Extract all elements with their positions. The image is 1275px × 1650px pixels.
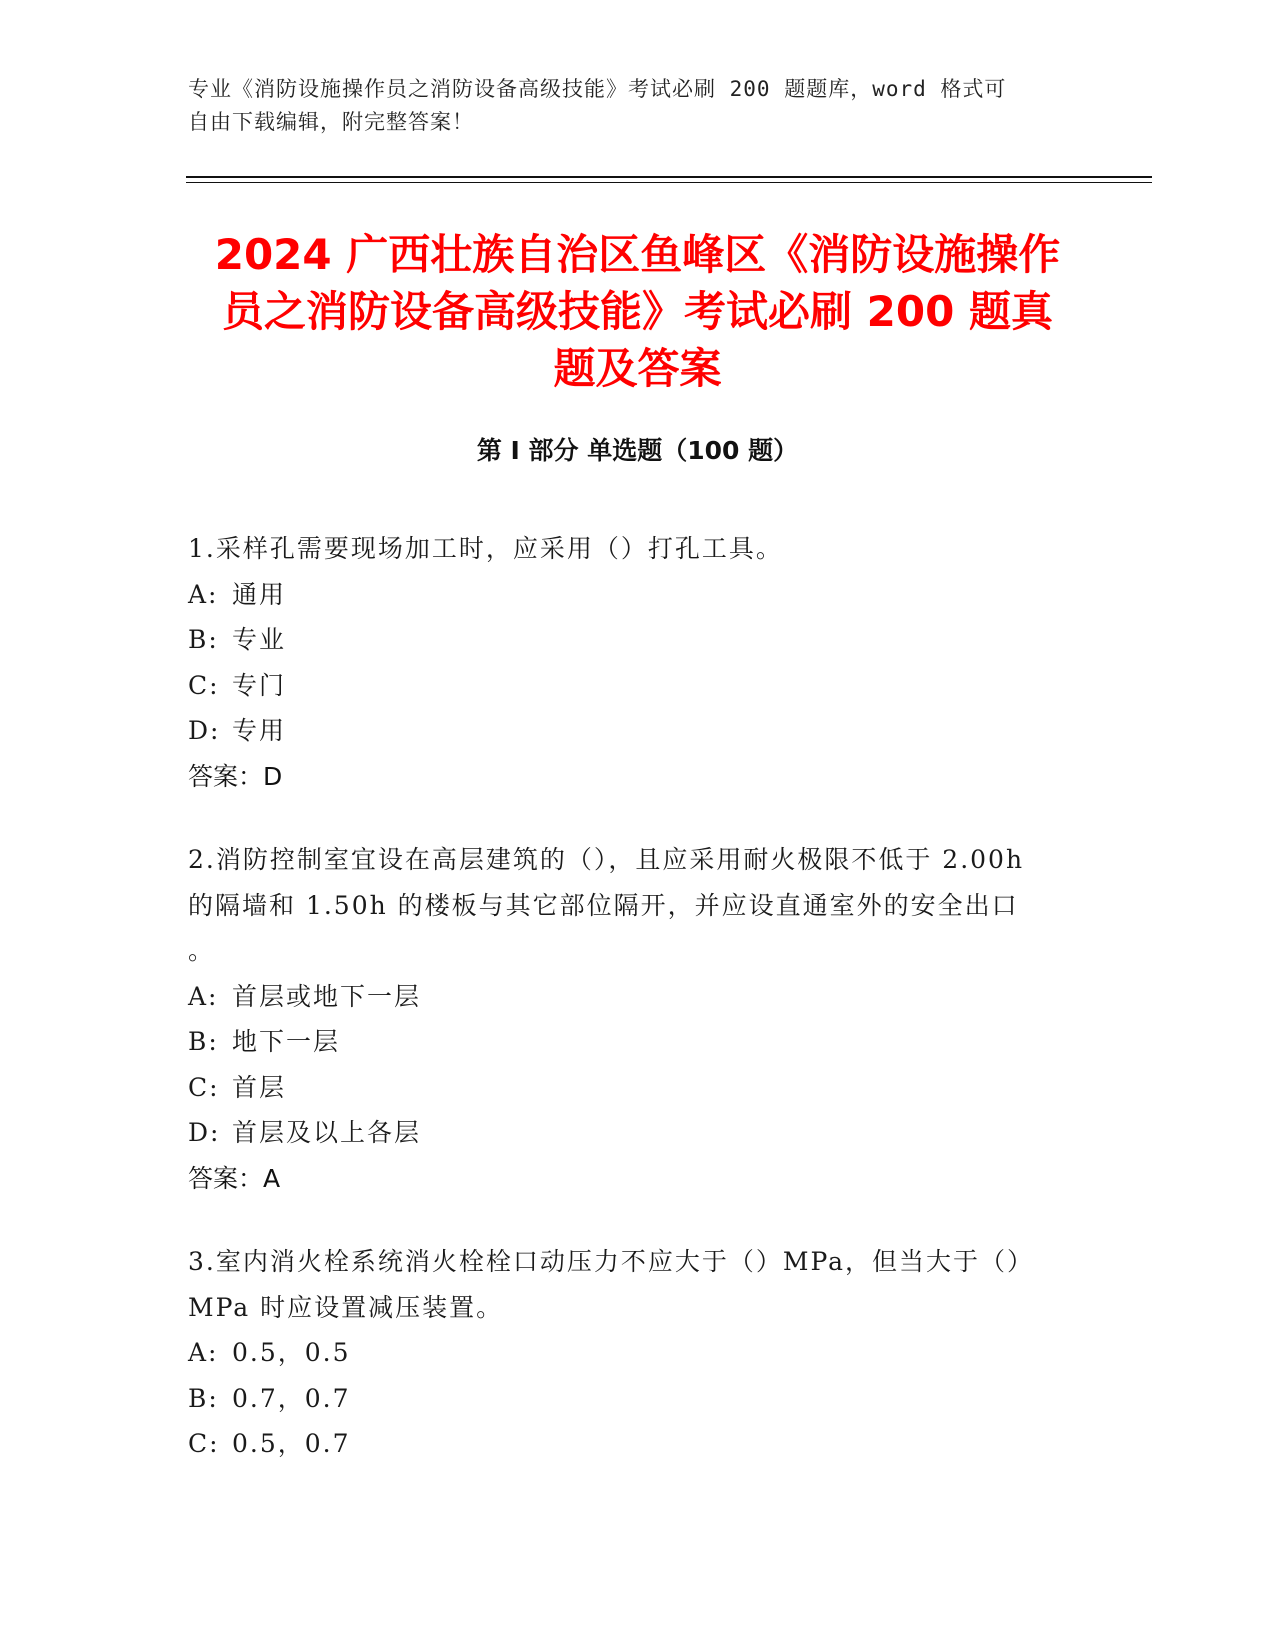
question-1 — [188, 526, 1088, 799]
option-text: 0.5，0.7 — [232, 1429, 351, 1458]
option-c — [188, 1421, 1088, 1467]
option-text: 地下一层 — [232, 1027, 341, 1056]
header-divider-thick — [186, 176, 1152, 178]
option-letter: D: — [188, 1118, 221, 1147]
answer-label: 答案：A — [188, 1163, 281, 1193]
option-d — [188, 1110, 1088, 1156]
option-text: 0.5，0.5 — [232, 1338, 351, 1367]
option-b — [188, 617, 1088, 663]
question-list — [188, 526, 1088, 1505]
option-letter: A: — [188, 1338, 219, 1367]
question-2 — [188, 837, 1088, 1201]
question-stem-line-2: 的隔墙和 1.50h 的楼板与其它部位隔开，并应设直通室外的安全出口 — [188, 890, 1019, 920]
option-b — [188, 1019, 1088, 1065]
option-letter: D: — [188, 716, 221, 745]
option-letter: A: — [188, 981, 219, 1011]
option-letter: B: — [188, 1383, 219, 1413]
option-text: 首层及以上各层 — [232, 1118, 422, 1147]
header-note-line-1: 专业《消防设施操作员之消防设备高级技能》考试必刷 200 题题库，word 格式可 — [188, 77, 1007, 101]
document-title — [180, 226, 1095, 397]
header-divider-thin — [186, 182, 1152, 183]
header-note-line-2: 自由下载编辑，附完整答案！ — [188, 110, 474, 134]
option-text: 专业 — [232, 625, 287, 654]
option-a — [188, 1330, 1088, 1376]
option-d — [188, 708, 1088, 754]
option-letter: B: — [188, 1027, 219, 1056]
question-3 — [188, 1239, 1088, 1467]
option-text: 通用 — [232, 579, 287, 609]
option-text: 首层或地下一层 — [232, 981, 422, 1011]
question-stem-line-2: MPa 时应设置减压装置。 — [188, 1292, 504, 1322]
header-note — [188, 73, 1068, 139]
option-text: 首层 — [232, 1072, 287, 1102]
answer-label: 答案：D — [188, 761, 283, 791]
question-stem-line-1: 2.消防控制室宜设在高层建筑的（），且应采用耐火极限不低于 2.00h — [188, 845, 1025, 874]
option-letter: C: — [188, 670, 220, 700]
option-text: 专门 — [232, 670, 287, 700]
question-stem-line-1: 3.室内消火栓系统消火栓栓口动压力不应大于（）MPa，但当大于（） — [188, 1247, 1035, 1276]
option-text: 专用 — [232, 716, 287, 745]
document-title-line-3: 题及答案 — [553, 344, 722, 393]
section-title: 第 I 部分 单选题（100 题） — [476, 436, 799, 465]
option-letter: B: — [188, 625, 219, 654]
option-a — [188, 572, 1088, 618]
question-stem-line-3: 。 — [188, 936, 216, 965]
option-c — [188, 1065, 1088, 1111]
option-letter: A: — [188, 579, 219, 609]
option-letter: C: — [188, 1429, 220, 1458]
option-a — [188, 974, 1088, 1020]
document-title-line-1: 2024 广西壮族自治区鱼峰区《消防设施操作 — [214, 230, 1061, 279]
option-letter: C: — [188, 1072, 220, 1102]
option-b — [188, 1376, 1088, 1422]
question-stem: 1.采样孔需要现场加工时，应采用（）打孔工具。 — [188, 534, 783, 563]
option-text: 0.7，0.7 — [232, 1383, 351, 1413]
document-title-line-2: 员之消防设备高级技能》考试必刷 200 题真 — [222, 287, 1053, 336]
option-c — [188, 663, 1088, 709]
